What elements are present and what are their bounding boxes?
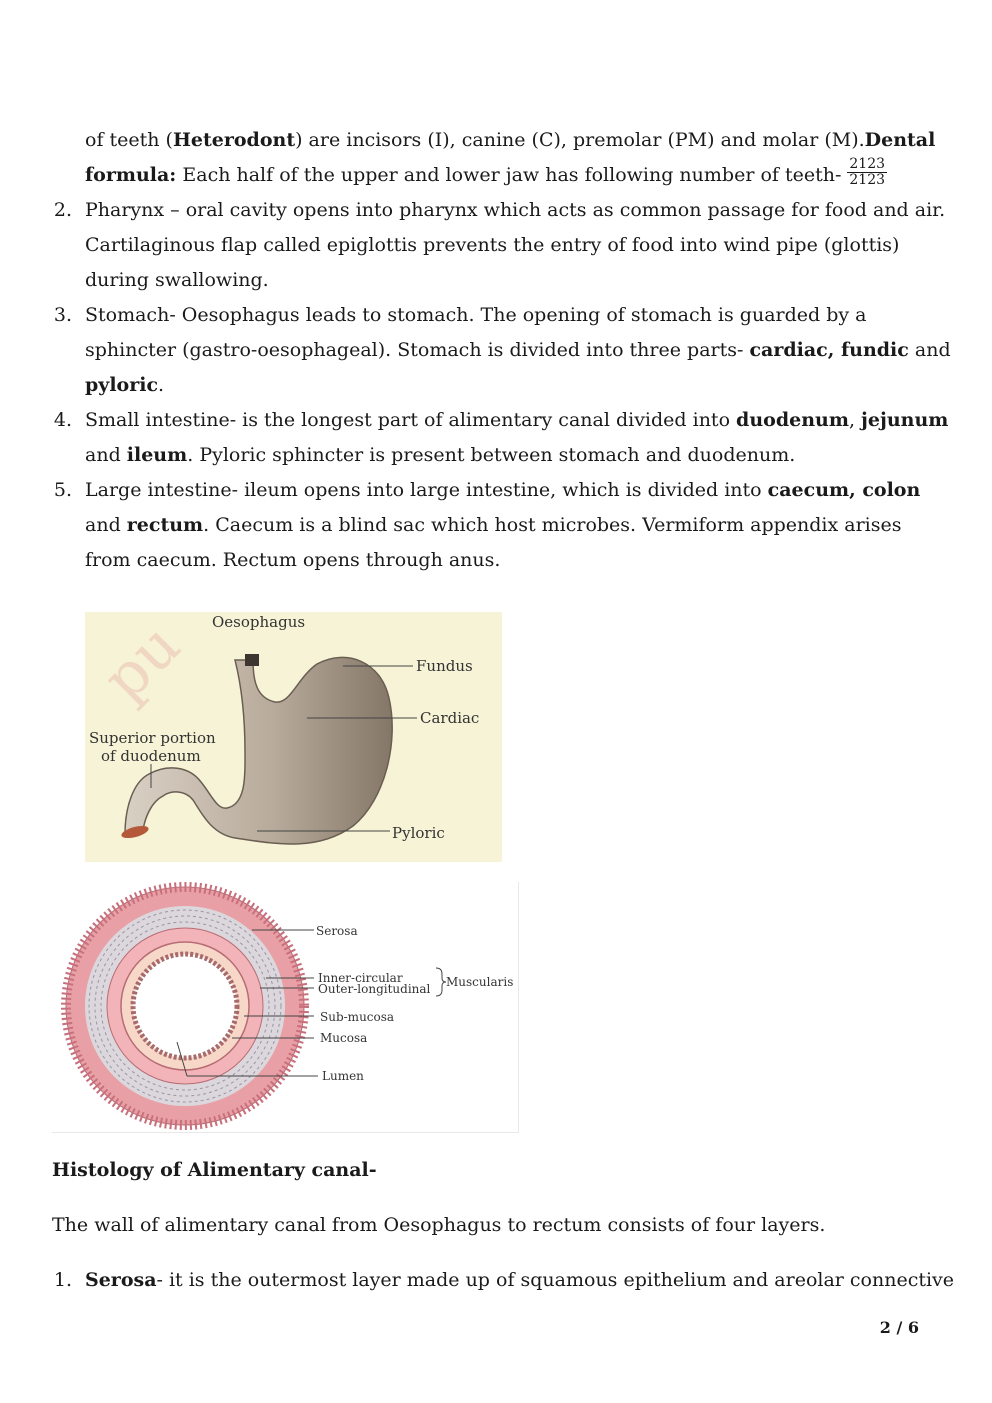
- stomach-illustration: [85, 612, 502, 862]
- list-number: 5.: [53, 479, 72, 501]
- list-item-pharynx: Pharynx – oral cavity opens into pharynx which acts as common passage for food and air.: [85, 199, 946, 221]
- list-item-text: from caecum. Rectum opens through anus.: [85, 549, 501, 571]
- list-item-stomach: Stomach- Oesophagus leads to stomach. The opening of stomach is guarded by a: [85, 304, 867, 326]
- list-number: 3.: [53, 304, 72, 326]
- pyloric-label: Pyloric: [392, 824, 445, 842]
- section-paragraph: The wall of alimentary canal from Oesophagus to rectum consists of four layers.: [52, 1214, 826, 1236]
- duodenum-label-line-1: Superior portion: [89, 729, 216, 747]
- list-item-small-intestine: Small intestine- is the longest part of alimentary canal divided into duodenum, jejunum: [85, 409, 949, 431]
- inner-circular-label: Inner-circular: [318, 971, 403, 985]
- outer-longitudinal-label: Outer-longitudinal: [318, 982, 431, 996]
- list-item-large-intestine: Large intestine- ileum opens into large intestine, which is divided into caecum, colon: [85, 479, 921, 501]
- serosa-label: Serosa: [316, 924, 358, 938]
- fundus-label: Fundus: [416, 657, 473, 675]
- list-number: 4.: [53, 409, 72, 431]
- list-item-text: Cartilaginous flap called epiglottis prevents the entry of food into wind pipe (glottis): [85, 234, 900, 256]
- page-number: 2 / 6: [879, 1318, 919, 1337]
- cross-section-illustration: [52, 882, 518, 1132]
- dental-formula-fraction: $\frac{2123}{2123}$: [849, 155, 886, 188]
- list-item-text: and ileum. Pyloric sphincter is present between stomach and duodenum.: [85, 444, 796, 466]
- cardiac-label: Cardiac: [420, 709, 480, 727]
- list-item-text: pyloric.: [85, 374, 165, 396]
- stomach-diagram: [85, 612, 502, 862]
- duodenum-label-line-2: of duodenum: [101, 747, 201, 765]
- list-item-serosa: Serosa- it is the outermost layer made up of squamous epithelium and areolar connective: [85, 1269, 955, 1291]
- mucosa-label: Mucosa: [320, 1031, 368, 1045]
- list-item-text: during swallowing.: [85, 269, 269, 291]
- intro-line-1: of teeth (Heterodont) are incisors (I), canine (C), premolar (PM) and molar (M).Dental: [85, 129, 936, 151]
- list-item-text: sphincter (gastro-oesophageal). Stomach is divided into three parts- cardiac, fundic and: [85, 339, 951, 361]
- section-heading: Histology of Alimentary canal-: [52, 1159, 377, 1181]
- list-number: 2.: [53, 199, 72, 221]
- muscularis-label: Muscularis: [446, 975, 514, 989]
- list-number: 1.: [53, 1269, 72, 1291]
- watermark-text: pu: [89, 612, 194, 715]
- list-item-text: and rectum. Caecum is a blind sac which host microbes. Vermiform appendix arises: [85, 514, 902, 536]
- sub-mucosa-label: Sub-mucosa: [320, 1010, 395, 1024]
- alimentary-canal-cross-section: [52, 882, 519, 1133]
- oesophagus-label: Oesophagus: [212, 613, 306, 631]
- intro-line-2: formula: Each half of the upper and lower jaw has following number of teeth- $\frac{2123}{2123}$: [85, 155, 886, 188]
- lumen-label: Lumen: [322, 1069, 364, 1083]
